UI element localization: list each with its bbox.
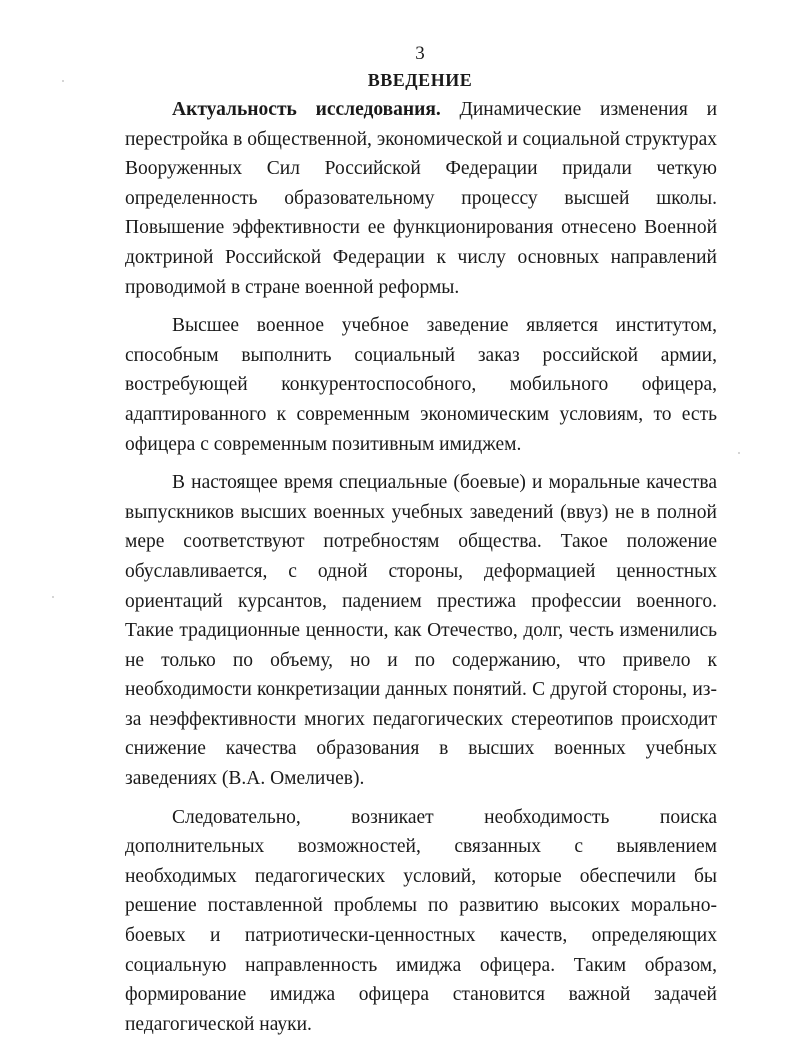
paragraph-institution	[125, 311, 717, 459]
paragraph-text: В настоящее время специальные (боевые) и моральные качества выпускников высших военных учебных заведений (ввуз) не в полной мере соответствуют потребностям общества. Такое положение обуславливается, с одной стороны, деформацией ценностных ориентаций курсантов, падением престижа профессии военного. Такие традиционные ценности, как Отечество, долг, честь изменились не только по объему, но и по содержанию, что привело к необходимости конкретизации данных понятий. С другой стороны, из-за неэффективности многих педагогических стереотипов происходит снижение качества образования в высших военных учебных заведениях (В.А. Омеличев).	[125, 472, 717, 790]
scan-speck	[52, 596, 54, 598]
paragraph-text: Высшее военное учебное заведение является институтом, способным выполнить социальный заказ российской армии, востребующей конкурентоспособного, мобильного офицера, адаптированного к современным экономическим условиям, то есть офицера с современным позитивным имиджем.	[125, 315, 717, 455]
body-text	[125, 95, 717, 1048]
paragraph-text: Следовательно, возникает необходимость поиска дополнительных возможностей, связанных с выявлением необходимых педагогических условий, которые обеспечили бы решение поставленной проблемы по развитию высоких морально-боевых и патриотически-ценностных качеств, определяющих социальную направленность имиджа офицера. Таким образом, формирование имиджа офицера становится важной задачей педагогической науки.	[125, 806, 717, 1035]
page-number: 3	[415, 43, 425, 64]
paragraph-lead: Актуальность исследования.	[172, 99, 441, 120]
scan-speck	[62, 80, 64, 82]
paragraph-current-state	[125, 468, 717, 794]
paragraph-relevance	[125, 95, 717, 302]
section-heading: ВВЕДЕНИЕ	[367, 70, 473, 90]
scan-speck	[738, 452, 740, 454]
paragraph-text: Динамические изменения и перестройка в общественной, экономической и социальной структурах Вооруженных Сил Российской Федерации придали четкую определенность образовательному процессу высшей школы. Повышение эффективности ее функционирования отнесено Военной доктриной Российской Федерации к числу основных направлений проводимой в стране военной реформы.	[125, 99, 718, 298]
paragraph-conclusion	[125, 803, 717, 1040]
